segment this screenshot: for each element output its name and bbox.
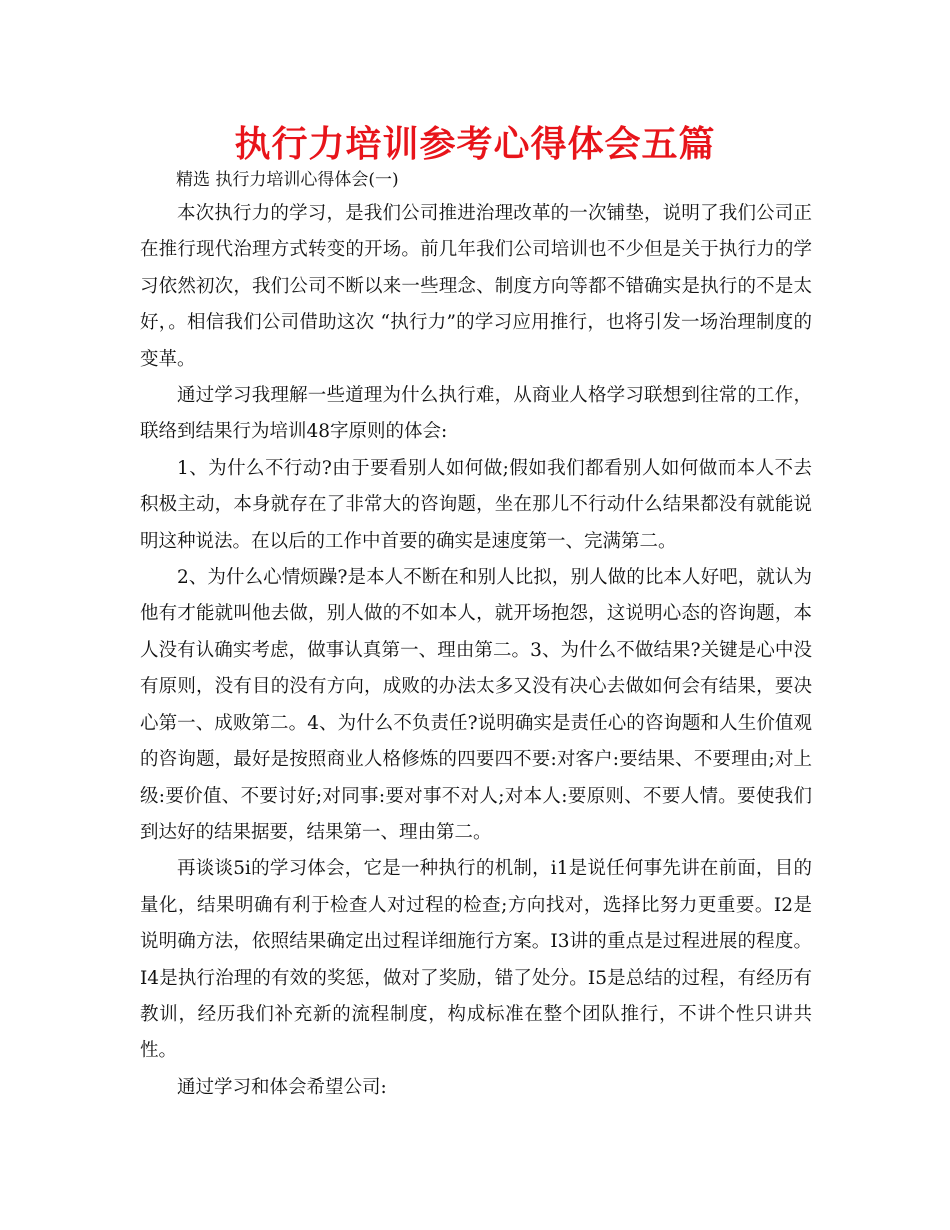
document-title: 执行力培训参考心得体会五篇 <box>234 124 716 165</box>
body-paragraph: 本次执行力的学习，是我们公司推进治理改革的一次铺垫，说明了我们公司正在推行现代治理方式转变的开场。前几年我们公司培训也不少但是关于执行力的学习依然初次，我们公司不断以来一些理念、制度方向等都不错确实是执行的不是太好，。相信我们公司借助这次 “执行力”的学习应用推行，也将引发一场治理制度的变革。 <box>140 203 812 370</box>
body-paragraph: 通过学习和体会希望公司: <box>177 1076 387 1098</box>
body-paragraph: 2、为什么心情烦躁?是本人不断在和别人比拟，别人做的比本人好吧，就认为他有才能就叫他去做，别人做的不如本人，就开场抱怨，这说明心态的咨询题，本人没有认确实考虑，做事认真第一、理由第二。3、为什么不做结果?关键是心中没有原则，没有目的没有方向，成败的办法太多又没有决心去做如何会有结果，要决心第一、成败第二。4、为什么不负责任?说明确实是责任心的咨询题和人生价值观的咨询题，最好是按照商业人格修炼的四要四不要:对客户:要结果、不要理由;对上级:要价值、不要讨好;对同事:要对事不对人;对本人:要原则、不要人情。要使我们到达好的结果据要，结果第一、理由第二。 <box>140 567 812 843</box>
body-paragraph: 通过学习我理解一些道理为什么执行难，从商业人格学习联想到往常的工作，联络到结果行为培训48字原则的体会: <box>140 385 812 443</box>
body-paragraph: 1、为什么不行动?由于要看别人如何做;假如我们都看别人如何做而本人不去积极主动，本身就存在了非常大的咨询题，坐在那儿不行动什么结果都没有就能说明这种说法。在以后的工作中首要的确实是速度第一、完满第二。 <box>140 457 812 552</box>
document-subtitle: 精选 执行力培训心得体会(一) <box>176 170 399 190</box>
document-body <box>140 196 812 1106</box>
body-paragraph: 再谈谈5i的学习体会，它是一种执行的机制，i1是说任何事先讲在前面，目的量化，结果明确有利于检查人对过程的检查;方向找对，选择比努力更重要。I2是说明确方法，依照结果确定出过程详细施行方案。I3讲的重点是过程进展的程度。I4是执行治理的有效的奖惩，做对了奖励，错了处分。I5是总结的过程，有经历有教训，经历我们补充新的流程制度，构成标准在整个团队推行，不讲个性只讲共性。 <box>140 858 812 1062</box>
